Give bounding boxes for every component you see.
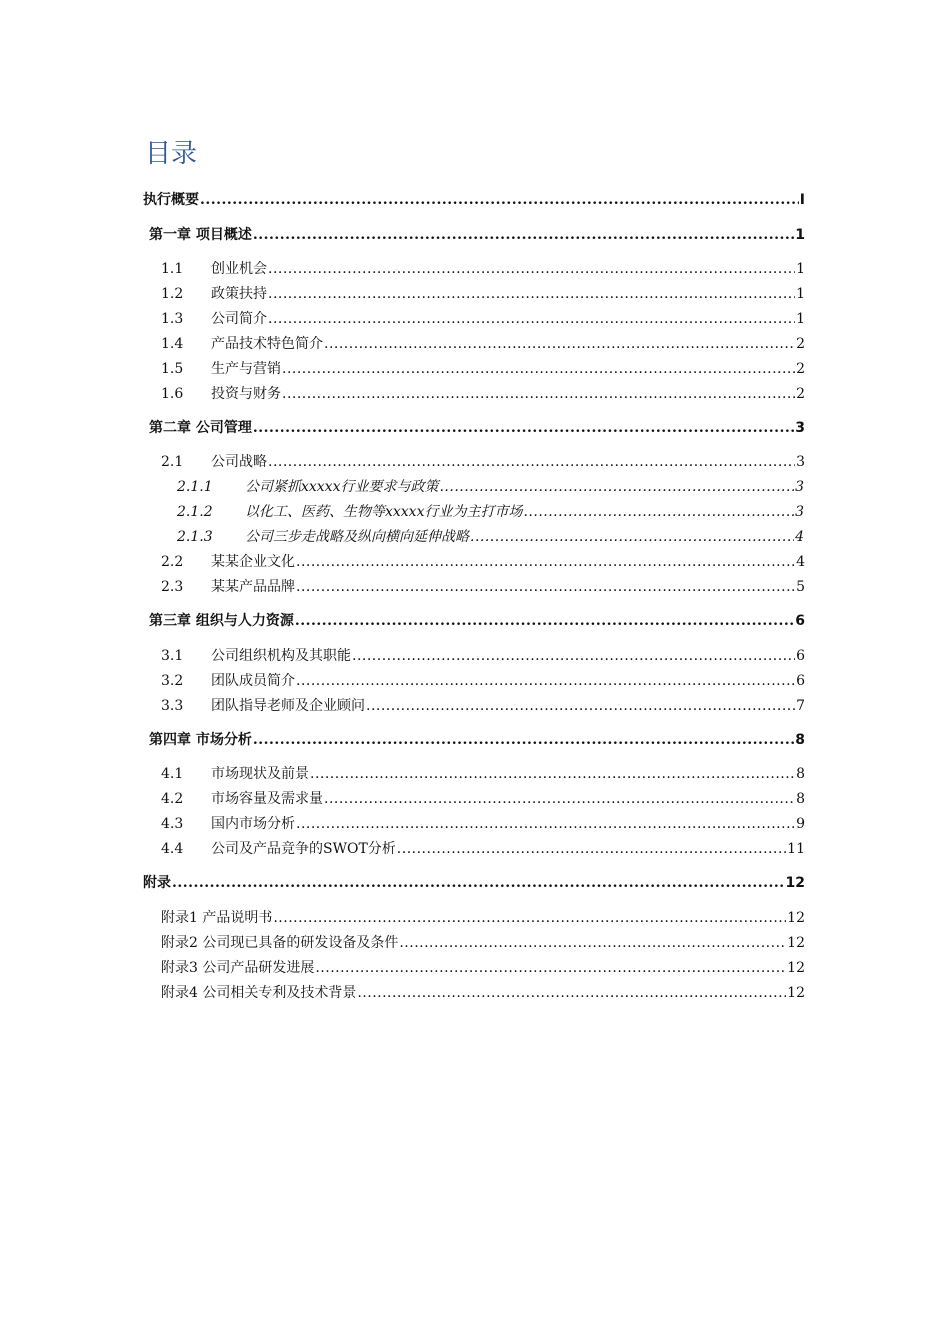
toc-title: 目录 [145,139,198,169]
toc-entry-label: 国内市场分析 [211,816,295,832]
toc-entry-number: 2.1 [161,454,184,470]
toc-entry-page: 6 [796,648,805,664]
toc-entry-label: 附录2 公司现已具备的研发设备及条件 [161,935,399,951]
toc-entry-page: 7 [796,698,805,714]
toc-entry-label: 投资与财务 [211,386,281,402]
toc-entry-label: 公司简介 [211,311,267,327]
toc-entry[interactable] [161,788,805,810]
toc-entry-page: 3 [795,420,805,436]
dot-leader [296,576,795,598]
toc-entry-page: 1 [796,311,805,327]
dot-leader [200,189,799,211]
toc-entry[interactable] [143,189,805,211]
toc-entry-label: 附录4 公司相关专利及技术背景 [161,985,357,1001]
dot-leader [470,526,794,548]
toc-entry-number: 2.1.1 [177,479,213,495]
toc-entry-number: 1.6 [161,386,184,402]
toc-entry-page: 3 [796,454,805,470]
toc-entry[interactable] [161,333,805,355]
toc-entry-page: 12 [785,875,805,891]
toc-entry-label: 执行概要 [143,192,199,208]
toc-entry-label: 公司及产品竞争的SWOT分析 [211,841,396,857]
toc-entry-number: 3.1 [161,648,184,664]
toc-entry-label: 某某产品品牌 [211,579,295,595]
toc-entry[interactable] [177,501,804,523]
toc-entry-page: 8 [796,766,805,782]
dot-leader [253,224,794,246]
toc-entry-number: 4.3 [161,816,184,832]
toc-entry[interactable] [161,551,805,573]
toc-entry[interactable] [161,838,805,860]
dot-leader [273,907,786,929]
toc-entry-label: 公司战略 [211,454,267,470]
toc-entry-page: 8 [796,791,805,807]
dot-leader [315,957,786,979]
toc-entry-page: 3 [795,479,804,495]
toc-entry-page: 12 [787,935,805,951]
toc-entry-page: 1 [796,286,805,302]
toc-entry-page: 1 [795,227,805,243]
toc-entry[interactable] [161,383,805,405]
toc-entry-page: 9 [796,816,805,832]
toc-entry-page: 4 [795,529,804,545]
dot-leader [296,813,795,835]
toc-entry[interactable] [149,610,805,632]
toc-entry[interactable] [143,872,805,894]
toc-entry-page: 2 [796,386,805,402]
toc-entry[interactable] [161,763,805,785]
toc-entry-number: 1.3 [161,311,184,327]
dot-leader [366,695,795,717]
toc-entry-number: 2.1.3 [177,529,213,545]
dot-leader [295,610,794,632]
dot-leader [268,451,795,473]
dot-leader [282,383,795,405]
dot-leader [397,838,786,860]
toc-entry[interactable] [161,957,805,979]
toc-entry[interactable] [149,224,805,246]
dot-leader [268,283,795,305]
toc-entry-page: 2 [796,361,805,377]
toc-entry-label: 以化工、医药、生物等xxxxx行业为主打市场 [245,504,523,520]
dot-leader [324,333,795,355]
toc-entry-page: 5 [796,579,805,595]
dot-leader [296,670,795,692]
toc-entry[interactable] [161,576,805,598]
toc-entry[interactable] [149,417,805,439]
toc-entry-number: 2.2 [161,554,184,570]
toc-entry-label: 产品技术特色简介 [211,336,323,352]
toc-entry-number: 2.1.2 [177,504,213,520]
toc-entry[interactable] [161,645,805,667]
toc-entry-label: 第三章 组织与人力资源 [149,613,294,629]
dot-leader [523,501,794,523]
toc-entry[interactable] [161,308,805,330]
dot-leader [253,729,794,751]
dot-leader [172,872,785,894]
toc-entry[interactable] [161,813,805,835]
dot-leader [282,358,795,380]
toc-entry[interactable] [161,670,805,692]
toc-entry-label: 第一章 项目概述 [149,227,252,243]
toc-entry-page: 3 [795,504,804,520]
dot-leader [253,417,794,439]
dot-leader [310,763,795,785]
toc-entry-label: 公司组织机构及其职能 [211,648,351,664]
toc-entry-number: 1.4 [161,336,184,352]
toc-entry-page: 12 [787,910,805,926]
toc-entry-number: 4.1 [161,766,184,782]
toc-entry-label: 政策扶持 [211,286,267,302]
toc-entry[interactable] [161,695,805,717]
dot-leader [296,551,795,573]
toc-entry-label: 第二章 公司管理 [149,420,252,436]
dot-leader [268,308,795,330]
toc-entry-label: 市场容量及需求量 [211,791,323,807]
toc-entry[interactable] [161,358,805,380]
toc-entry[interactable] [161,907,805,929]
toc-entry[interactable] [161,258,805,280]
toc-entry-label: 市场现状及前景 [211,766,309,782]
toc-entry[interactable] [149,729,805,751]
toc-entry-label: 附录1 产品说明书 [161,910,273,926]
toc-entry-label: 某某企业文化 [211,554,295,570]
toc-entry-number: 3.3 [161,698,184,714]
toc-entry-page: 12 [787,985,805,1001]
toc-entry-page: 8 [795,732,805,748]
toc-entry[interactable] [161,932,805,954]
dot-leader [439,476,794,498]
toc-entry-number: 1.1 [161,261,184,277]
toc-entry-label: 创业机会 [211,261,267,277]
toc-entry-number: 3.2 [161,673,184,689]
toc-entry[interactable] [177,476,804,498]
toc-entry-number: 4.2 [161,791,184,807]
toc-entry[interactable] [161,283,805,305]
toc-entry-label: 公司三步走战略及纵向横向延伸战略 [245,529,469,545]
toc-entry-number: 1.2 [161,286,184,302]
toc-entry-label: 附录 [143,875,171,891]
toc-entry-label: 附录3 公司产品研发进展 [161,960,315,976]
toc-entry-label: 团队成员简介 [211,673,295,689]
dot-leader [268,258,795,280]
dot-leader [352,645,795,667]
toc-entry-page: 6 [795,613,805,629]
toc-entry-number: 4.4 [161,841,184,857]
toc-entry-label: 第四章 市场分析 [149,732,252,748]
dot-leader [357,982,786,1004]
toc-entry-page: 1 [796,261,805,277]
toc-entry-page: I [799,192,805,208]
toc-entry-page: 2 [796,336,805,352]
dot-leader [324,788,795,810]
toc-entry-label: 团队指导老师及企业顾问 [211,698,365,714]
toc-entry-page: 12 [787,960,805,976]
toc-entry-label: 生产与营销 [211,361,281,377]
toc-entry-page: 6 [796,673,805,689]
toc-entry-page: 11 [787,841,805,857]
toc-entry[interactable] [177,526,804,548]
toc-entry-page: 4 [796,554,805,570]
toc-entry-number: 1.5 [161,361,184,377]
toc-entry[interactable] [161,451,805,473]
dot-leader [399,932,786,954]
toc-entry-number: 2.3 [161,579,184,595]
toc-entry[interactable] [161,982,805,1004]
toc-entry-label: 公司紧抓xxxxx行业要求与政策 [245,479,439,495]
